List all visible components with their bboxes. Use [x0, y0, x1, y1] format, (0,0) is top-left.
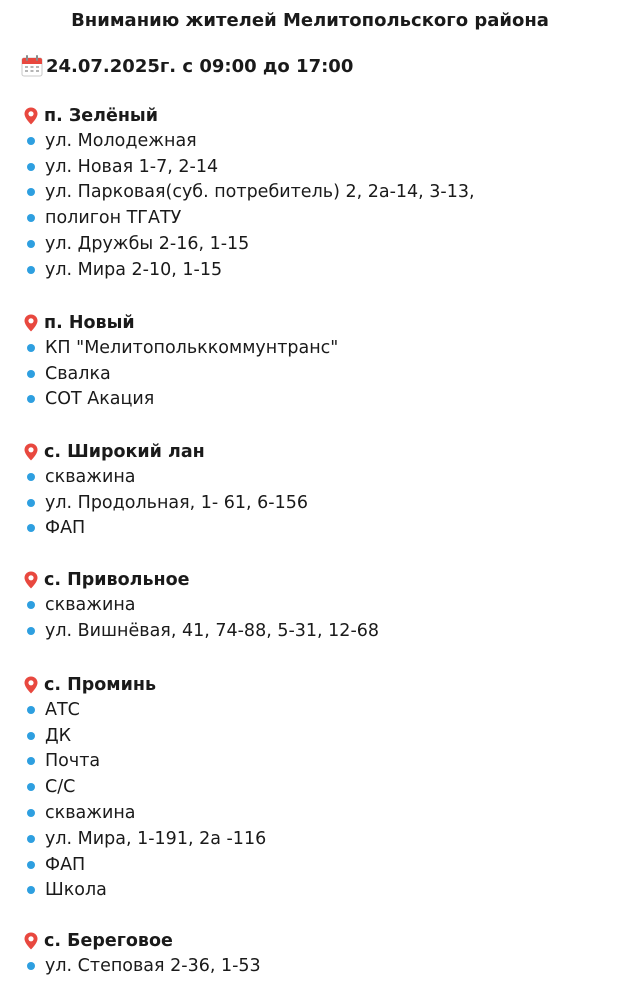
- bullet-dot-icon: [27, 601, 35, 609]
- bullet-dot-icon: [27, 627, 35, 635]
- list-item-text: скважина: [45, 803, 136, 824]
- bullet-dot-icon: [27, 137, 35, 145]
- list-item-text: ул. Дружбы 2-16, 1-15: [45, 234, 250, 255]
- list-item: [24, 878, 266, 904]
- list-item: [24, 128, 475, 154]
- list-item: [24, 723, 266, 749]
- bullet-dot-icon: [27, 732, 35, 740]
- bullet-dot-icon: [27, 962, 35, 970]
- list-item: [24, 800, 266, 826]
- list-item-text: ул. Степовая 2-36, 1-53: [45, 955, 261, 976]
- location-section: [24, 440, 308, 541]
- bullet-dot-icon: [27, 266, 35, 274]
- list-item: [24, 231, 475, 257]
- list-item-text: С/С: [45, 777, 76, 798]
- map-pin-icon: [24, 107, 38, 125]
- list-item-text: скважина: [45, 594, 136, 615]
- bullet-dot-icon: [27, 473, 35, 481]
- list-item: [24, 387, 338, 413]
- map-pin-icon: [24, 932, 38, 950]
- list-item-text: Школа: [45, 880, 107, 901]
- bullet-dot-icon: [27, 214, 35, 222]
- map-pin-icon: [24, 314, 38, 332]
- bullet-dot-icon: [27, 188, 35, 196]
- list-item-text: ул. Вишнёвая, 41, 74-88, 5-31, 12-68: [45, 620, 380, 641]
- location-name: с. Привольное: [44, 570, 190, 590]
- list-item: [24, 749, 266, 775]
- list-item: [24, 826, 266, 852]
- list-item: [24, 618, 379, 644]
- list-item-text: ул. Парковая(суб. потребитель) 2, 2а-14, 3-13,: [45, 182, 475, 203]
- list-item-text: ул. Продольная, 1- 61, 6-156: [45, 492, 309, 513]
- location-name: с. Широкий лан: [44, 442, 205, 462]
- list-item: [24, 180, 475, 206]
- bullet-dot-icon: [27, 835, 35, 843]
- list-item: [24, 516, 308, 542]
- calendar-icon: [20, 54, 44, 78]
- list-item: [24, 774, 266, 800]
- list-item-text: КП "Мелитопольккоммунтранс": [45, 337, 339, 358]
- date-line: [20, 54, 353, 78]
- bullet-dot-icon: [27, 783, 35, 791]
- list-item: [24, 205, 475, 231]
- location-heading: [24, 673, 266, 697]
- location-heading: [24, 929, 261, 953]
- location-heading: [24, 568, 379, 592]
- bullet-dot-icon: [27, 395, 35, 403]
- location-name: п. Новый: [44, 313, 135, 333]
- bullet-dot-icon: [27, 706, 35, 714]
- map-pin-icon: [24, 443, 38, 461]
- list-item: [24, 953, 261, 979]
- list-item-text: ул. Мира, 1-191, 2а -116: [45, 828, 267, 849]
- bullet-dot-icon: [27, 524, 35, 532]
- location-name: с. Проминь: [44, 675, 157, 695]
- list-item: [24, 464, 308, 490]
- bullet-dot-icon: [27, 809, 35, 817]
- list-item: [24, 154, 475, 180]
- bullet-dot-icon: [27, 499, 35, 507]
- list-item: [24, 490, 308, 516]
- location-heading: [24, 104, 475, 128]
- date-text: 24.07.2025г. с 09:00 до 17:00: [46, 55, 354, 77]
- bullet-dot-icon: [27, 370, 35, 378]
- location-section: [24, 104, 475, 283]
- list-item-text: Свалка: [45, 363, 111, 384]
- list-item: [24, 592, 379, 618]
- bullet-dot-icon: [27, 861, 35, 869]
- location-section: [24, 929, 261, 979]
- location-section: [24, 673, 266, 903]
- location-heading: [24, 311, 338, 335]
- list-item-text: полигон ТГАТУ: [45, 208, 182, 229]
- bullet-dot-icon: [27, 344, 35, 352]
- list-item-text: СОТ Акация: [45, 389, 155, 410]
- list-item-text: Почта: [45, 751, 101, 772]
- bullet-dot-icon: [27, 240, 35, 248]
- list-item-text: АТС: [45, 699, 80, 720]
- list-item-text: скважина: [45, 466, 136, 487]
- location-name: п. Зелёный: [44, 106, 158, 126]
- list-item: [24, 697, 266, 723]
- list-item-text: ФАП: [45, 854, 86, 875]
- list-item: [24, 335, 338, 361]
- list-item: [24, 852, 266, 878]
- bullet-dot-icon: [27, 886, 35, 894]
- list-item-text: ул. Молодежная: [45, 130, 197, 151]
- list-item: [24, 361, 338, 387]
- list-item: [24, 257, 475, 283]
- location-section: [24, 568, 379, 644]
- bullet-dot-icon: [27, 757, 35, 765]
- list-item-text: ул. Мира 2-10, 1-15: [45, 259, 223, 280]
- page-title: Вниманию жителей Мелитопольского района: [71, 10, 549, 31]
- list-item-text: ул. Новая 1-7, 2-14: [45, 156, 219, 177]
- list-item-text: ФАП: [45, 518, 86, 539]
- map-pin-icon: [24, 571, 38, 589]
- location-name: с. Береговое: [44, 931, 173, 951]
- map-pin-icon: [24, 676, 38, 694]
- bullet-dot-icon: [27, 163, 35, 171]
- location-section: [24, 311, 338, 412]
- location-heading: [24, 440, 308, 464]
- list-item-text: ДК: [45, 725, 72, 746]
